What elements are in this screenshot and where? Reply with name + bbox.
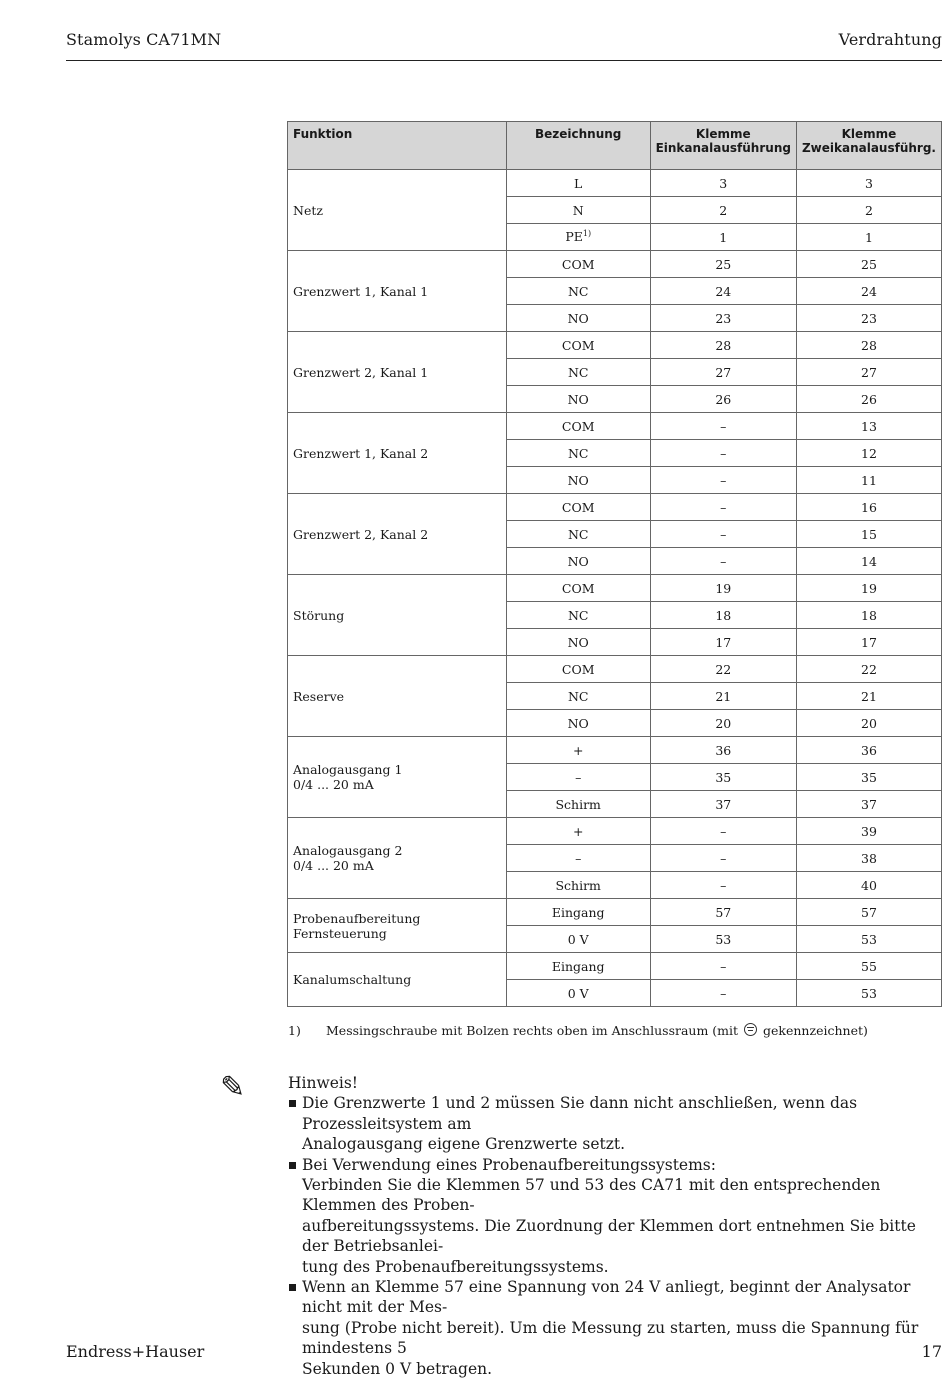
terminal-single-channel-cell: – [650, 980, 796, 1007]
terminal-single-channel-cell: – [650, 494, 796, 521]
designation-cell: L [506, 170, 650, 197]
note-line: aufbereitungssystems. Die Zuordnung der Klemmen dort entnehmen Sie bitte der Betriebsanlei- [302, 1216, 916, 1256]
designation-cell: Schirm [506, 791, 650, 818]
designation-cell: Schirm [506, 872, 650, 899]
terminal-single-channel-cell: 25 [650, 251, 796, 278]
terminal-dual-channel-cell: 35 [796, 764, 941, 791]
header-bezeichnung: Bezeichnung [506, 122, 650, 170]
terminal-single-channel-cell: 24 [650, 278, 796, 305]
terminal-single-channel-cell: 18 [650, 602, 796, 629]
header-funktion: Funktion [288, 122, 507, 170]
terminal-dual-channel-cell: 22 [796, 656, 941, 683]
designation-cell: COM [506, 656, 650, 683]
terminal-dual-channel-cell: 57 [796, 899, 941, 926]
terminal-dual-channel-cell: 20 [796, 710, 941, 737]
table-row [288, 332, 942, 359]
terminal-single-channel-cell: – [650, 413, 796, 440]
designation-cell: COM [506, 575, 650, 602]
terminal-dual-channel-cell: 1 [796, 224, 941, 251]
function-cell: Netz [288, 170, 507, 251]
function-cell: Grenzwert 1, Kanal 1 [288, 251, 507, 332]
terminal-dual-channel-cell: 27 [796, 359, 941, 386]
note-block [288, 1073, 944, 1379]
designation-cell: NO [506, 386, 650, 413]
function-cell: Reserve [288, 656, 507, 737]
function-cell: Grenzwert 2, Kanal 2 [288, 494, 507, 575]
terminal-single-channel-cell: 37 [650, 791, 796, 818]
table-row [288, 251, 942, 278]
designation-cell: + [506, 737, 650, 764]
header-klemme-einkanal: Klemme Einkanalausführung [650, 122, 796, 170]
terminal-single-channel-cell: – [650, 548, 796, 575]
terminal-dual-channel-cell: 28 [796, 332, 941, 359]
designation-cell: NO [506, 629, 650, 656]
designation-cell: Eingang [506, 899, 650, 926]
note-item [288, 1155, 944, 1277]
designation-cell: NO [506, 710, 650, 737]
note-line: Bei Verwendung eines Probenaufbereitungssystems: [302, 1155, 716, 1174]
table-row [288, 413, 942, 440]
terminal-single-channel-cell: 35 [650, 764, 796, 791]
terminal-single-channel-cell: 3 [650, 170, 796, 197]
table-row [288, 494, 942, 521]
table-row [288, 170, 942, 197]
designation-cell: – [506, 764, 650, 791]
terminal-single-channel-cell: – [650, 953, 796, 980]
terminal-dual-channel-cell: 24 [796, 278, 941, 305]
function-cell: Grenzwert 1, Kanal 2 [288, 413, 507, 494]
designation-cell: COM [506, 251, 650, 278]
note-item [288, 1277, 944, 1379]
designation-cell: N [506, 197, 650, 224]
terminal-single-channel-cell: 17 [650, 629, 796, 656]
footnote-marker: 1) [582, 229, 592, 239]
function-cell: Probenaufbereitung Fernsteuerung [288, 899, 507, 953]
function-cell: Analogausgang 1 0/4 ... 20 mA [288, 737, 507, 818]
designation-cell: NC [506, 521, 650, 548]
terminal-dual-channel-cell: 19 [796, 575, 941, 602]
terminal-single-channel-cell: 2 [650, 197, 796, 224]
terminal-dual-channel-cell: 13 [796, 413, 941, 440]
designation-cell: NC [506, 278, 650, 305]
note-line: Sekunden 0 V betragen. [302, 1359, 493, 1378]
function-cell: Analogausgang 2 0/4 ... 20 mA [288, 818, 507, 899]
terminal-dual-channel-cell: 25 [796, 251, 941, 278]
terminal-single-channel-cell: – [650, 845, 796, 872]
header-title: Stamolys CA71MN [66, 30, 222, 49]
note-item [288, 1093, 944, 1154]
terminal-dual-channel-cell: 15 [796, 521, 941, 548]
terminal-dual-channel-cell: 40 [796, 872, 941, 899]
note-line: Verbinden Sie die Klemmen 57 und 53 des CA71 mit den entsprechenden Klemmen des Proben- [302, 1176, 881, 1215]
designation-cell: + [506, 818, 650, 845]
terminal-single-channel-cell: 28 [650, 332, 796, 359]
header-section: Verdrahtung [838, 30, 942, 49]
terminal-dual-channel-cell: 55 [796, 953, 941, 980]
function-cell: Störung [288, 575, 507, 656]
designation-cell: NO [506, 305, 650, 332]
terminal-dual-channel-cell: 18 [796, 602, 941, 629]
footnote-text-after: gekennzeichnet) [763, 1023, 868, 1038]
footnote-number: 1) [288, 1023, 301, 1038]
footer-brand: Endress+Hauser [66, 1342, 205, 1361]
terminal-single-channel-cell: 27 [650, 359, 796, 386]
ground-symbol-icon [744, 1023, 757, 1036]
function-cell: Grenzwert 2, Kanal 1 [288, 332, 507, 413]
terminal-dual-channel-cell: 2 [796, 197, 941, 224]
terminal-single-channel-cell: 26 [650, 386, 796, 413]
designation-cell: NC [506, 602, 650, 629]
terminal-dual-channel-cell: 53 [796, 926, 941, 953]
designation-cell: NO [506, 467, 650, 494]
terminal-dual-channel-cell: 11 [796, 467, 941, 494]
footnote [288, 1023, 928, 1038]
note-list [288, 1093, 944, 1379]
note-line: Wenn an Klemme 57 eine Spannung von 24 V anliegt, beginnt der Analysator nicht mit der Mes- [302, 1278, 911, 1317]
note-line: Die Grenzwerte 1 und 2 müssen Sie dann nicht anschließen, wenn das Prozessleitsystem am [302, 1094, 858, 1133]
header-klemme-zweikanal: Klemme Zweikanalausführg. [796, 122, 941, 170]
designation-cell: – [506, 845, 650, 872]
terminal-single-channel-cell: 20 [650, 710, 796, 737]
terminal-dual-channel-cell: 21 [796, 683, 941, 710]
terminal-single-channel-cell: 1 [650, 224, 796, 251]
terminal-single-channel-cell: 19 [650, 575, 796, 602]
table-header-row [288, 122, 942, 170]
terminal-dual-channel-cell: 39 [796, 818, 941, 845]
terminal-single-channel-cell: 36 [650, 737, 796, 764]
terminal-single-channel-cell: – [650, 872, 796, 899]
designation-cell: COM [506, 332, 650, 359]
terminal-single-channel-cell: 23 [650, 305, 796, 332]
designation-cell: NC [506, 440, 650, 467]
header-rule [66, 60, 942, 61]
terminal-dual-channel-cell: 37 [796, 791, 941, 818]
designation-cell: PE$^{1)}$ [506, 224, 650, 251]
terminal-dual-channel-cell: 23 [796, 305, 941, 332]
designation-cell: NC [506, 683, 650, 710]
terminal-single-channel-cell: – [650, 440, 796, 467]
designation-cell: 0 V [506, 926, 650, 953]
table-row [288, 656, 942, 683]
footnote-text-before: Messingschraube mit Bolzen rechts oben im Anschlussraum (mit [326, 1023, 739, 1038]
table-row [288, 953, 942, 980]
designation-cell: 0 V [506, 980, 650, 1007]
designation-cell: COM [506, 494, 650, 521]
terminal-single-channel-cell: 57 [650, 899, 796, 926]
designation-cell: Eingang [506, 953, 650, 980]
note-line: Analogausgang eigene Grenzwerte setzt. [302, 1135, 626, 1154]
table-row [288, 818, 942, 845]
designation-cell: COM [506, 413, 650, 440]
terminal-single-channel-cell: – [650, 521, 796, 548]
terminal-dual-channel-cell: 53 [796, 980, 941, 1007]
table-row [288, 737, 942, 764]
terminal-dual-channel-cell: 26 [796, 386, 941, 413]
terminal-dual-channel-cell: 14 [796, 548, 941, 575]
terminal-dual-channel-cell: 12 [796, 440, 941, 467]
pencil-icon: ✎ [220, 1070, 246, 1105]
terminal-single-channel-cell: 21 [650, 683, 796, 710]
table-row [288, 899, 942, 926]
terminal-single-channel-cell: 22 [650, 656, 796, 683]
terminal-single-channel-cell: 53 [650, 926, 796, 953]
wiring-table [287, 121, 942, 1007]
terminal-single-channel-cell: – [650, 818, 796, 845]
page-number: 17 [921, 1342, 942, 1361]
designation-cell: NO [506, 548, 650, 575]
designation-cell: NC [506, 359, 650, 386]
terminal-dual-channel-cell: 36 [796, 737, 941, 764]
terminal-single-channel-cell: – [650, 467, 796, 494]
function-cell: Kanalumschaltung [288, 953, 507, 1007]
note-line: sung (Probe nicht bereit). Um die Messung zu starten, muss die Spannung für mindestens 5 [302, 1318, 919, 1358]
terminal-dual-channel-cell: 3 [796, 170, 941, 197]
terminal-dual-channel-cell: 17 [796, 629, 941, 656]
terminal-dual-channel-cell: 16 [796, 494, 941, 521]
terminal-dual-channel-cell: 38 [796, 845, 941, 872]
note-line: tung des Probenaufbereitungssystems. [302, 1257, 609, 1276]
note-title: Hinweis! [288, 1074, 359, 1092]
table-row [288, 575, 942, 602]
